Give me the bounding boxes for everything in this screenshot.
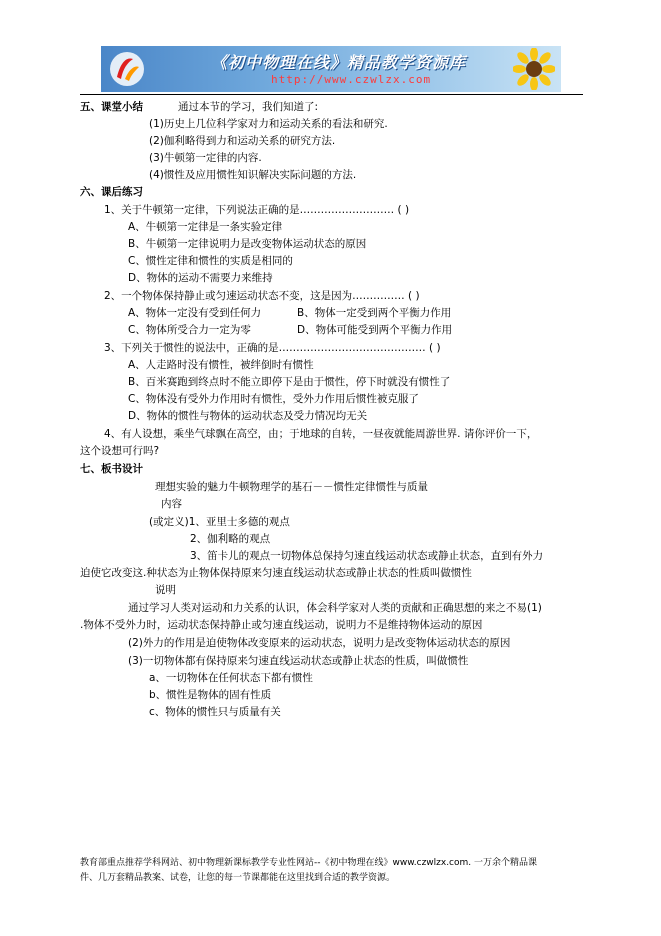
q3-option-a: A、人走路时没有惯性，被绊倒时有惯性 (128, 359, 314, 371)
q3-option-c: C、物体没有受外力作用时有惯性，受外力作用后惯性被克服了 (128, 393, 419, 405)
board-title: 理想实验的魅力牛顿物理学的基石－－惯性定律惯性与质量 (155, 481, 428, 493)
board-sub-item-b: b、惯性是物体的固有性质 (149, 689, 272, 701)
board-line-3: 3、笛卡儿的观点一切物体总保持匀速直线运动状态或静止状态，直到有外力 (190, 550, 544, 562)
section5-heading: 五、课堂小结 (80, 101, 143, 113)
section5-item: (1)历史上几位科学家对力和运动关系的看法和研究. (149, 118, 388, 130)
question-2: 2、一个物体保持静止或匀速运动状态不变，这是因为…………… ( ) (104, 290, 420, 302)
footer-line-1: 教育部重点推荐学科网站、初中物理新课标教学专业性网站--《初中物理在线》www.czwlzx.com. 一万余个精品课 (80, 858, 538, 868)
board-para-1: 通过学习人类对运动和力关系的认识，体会科学家对人类的贡献和正确思想的来之不易(1) (128, 602, 542, 614)
q2-option-a: A、物体一定没有受到任何力 (128, 307, 262, 319)
q1-option-d: D、物体的运动不需要力来维持 (128, 272, 273, 284)
sunflower-icon (513, 48, 555, 90)
q3-option-b: B、百米赛跑到终点时不能立即停下是由于惯性，停下时就没有惯性了 (128, 376, 451, 388)
board-label-explain: 说明 (155, 584, 176, 596)
section5-intro: 通过本节的学习，我们知道了: (178, 101, 319, 113)
board-label-content: 内容 (161, 498, 182, 510)
header-divider (80, 94, 583, 95)
section5-item: (3)牛顿第一定律的内容. (149, 152, 262, 164)
board-sub-item-a: a、一切物体在任何状态下都有惯性 (149, 672, 313, 684)
footer-line-2: 件、几万套精品教案、试卷，让您的每一节课都能在这里找到合适的教学资源。 (80, 873, 396, 883)
q2-option-d: D、物体可能受到两个平衡力作用 (297, 324, 453, 336)
board-para-1b: .物体不受外力时，运动状态保持静止或匀速直线运动，说明力不是维持物体运动的原因 (80, 619, 483, 631)
q2-option-b: B、物体一定受到两个平衡力作用 (297, 307, 452, 319)
section7-heading: 七、板书设计 (80, 463, 143, 475)
section5-item: (2)伽利略得到力和运动关系的研究方法. (149, 135, 336, 147)
header-banner (101, 46, 561, 92)
question-4-cont: 这个设想可行吗? (80, 445, 160, 457)
q1-option-a: A、牛顿第一定律是一条实验定律 (128, 221, 283, 233)
question-4: 4、有人设想，乘坐气球飘在高空，由；于地球的自转，一昼夜就能周游世界. 请你评价一下， (104, 428, 538, 440)
board-line-def: (或定义)1、亚里士多德的观点 (149, 516, 290, 528)
q1-option-b: B、牛顿第一定律说明力是改变物体运动状态的原因 (128, 238, 367, 250)
board-sub-item-c: c、物体的惯性只与质量有关 (149, 706, 281, 718)
question-3: 3、下列关于惯性的说法中，正确的是…………………………………… ( ) (104, 342, 441, 354)
banner-url: http://www.czwlzx.com (271, 73, 432, 86)
board-para-3: (3)一切物体都有保持原来匀速直线运动状态或静止状态的性质，叫做惯性 (128, 655, 469, 667)
section6-heading: 六、课后练习 (80, 186, 143, 198)
question-1: 1、关于牛顿第一定律，下列说法正确的是……………………… ( ) (104, 204, 410, 216)
q2-option-c: C、物体所受合力一定为零 (128, 324, 251, 336)
board-line-2: 2、伽利略的观点 (190, 533, 271, 545)
section5-item: (4)惯性及应用惯性知识解决实际问题的方法. (149, 169, 357, 181)
q3-option-d: D、物体的惯性与物体的运动状态及受力情况均无关 (128, 410, 368, 422)
board-line-3b: 迫使它改变这.种状态为止物体保持原来匀速直线运动状态或静止状态的性质叫做惯性 (80, 567, 472, 579)
site-logo-icon (107, 49, 147, 89)
board-para-2: (2)外力的作用是迫使物体改变原来的运动状态，说明力是改变物体运动状态的原因 (128, 637, 511, 649)
q1-option-c: C、惯性定律和惯性的实质是相同的 (128, 255, 293, 267)
banner-title: 《初中物理在线》精品教学资源库 (211, 53, 467, 72)
